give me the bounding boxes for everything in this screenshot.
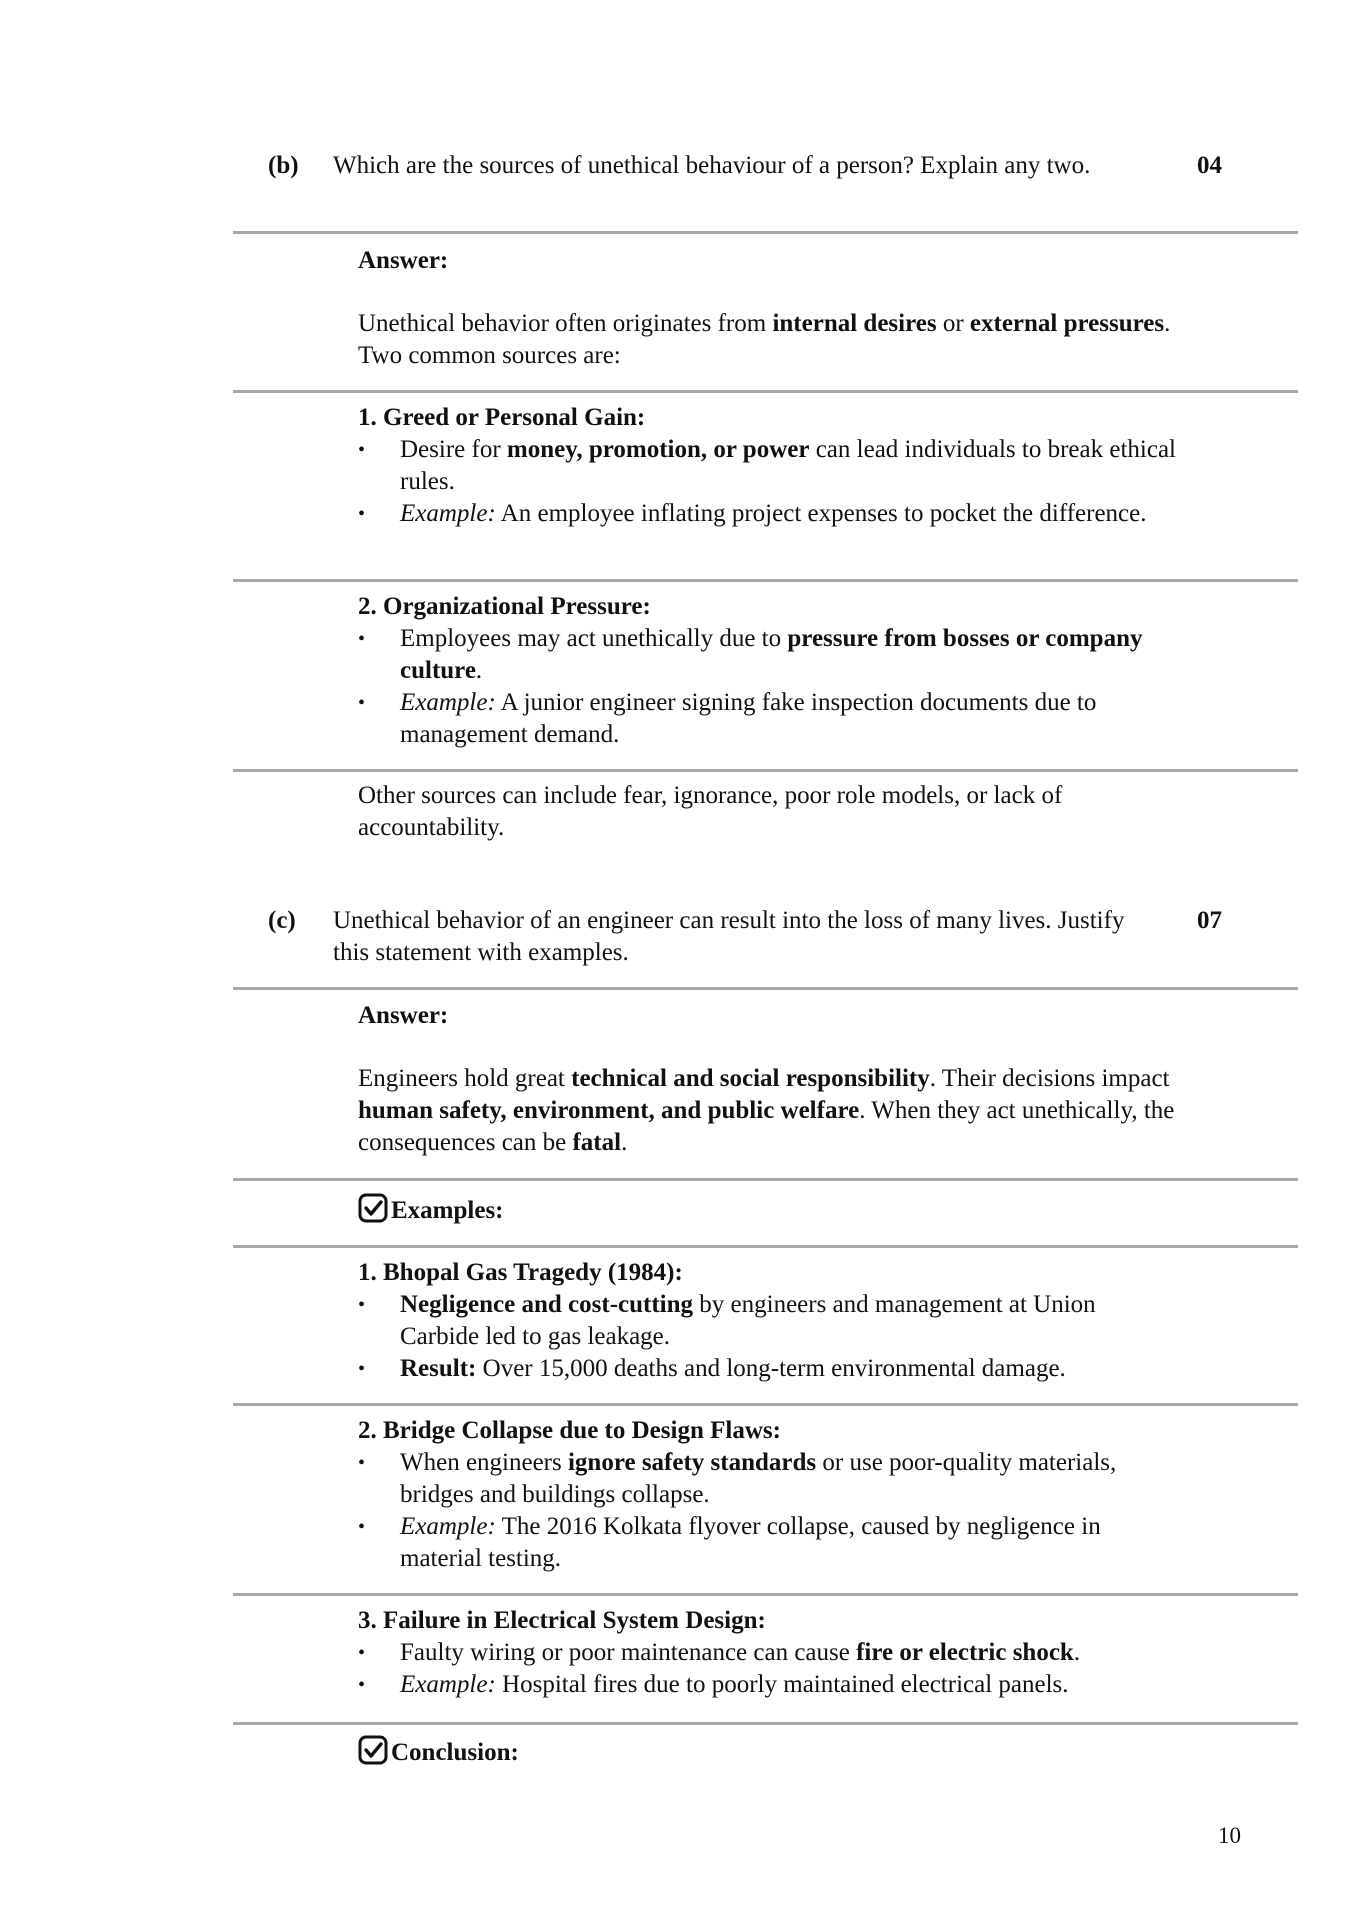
question-b-marks: 04 [1197,152,1222,179]
answer-c-block [358,1000,1178,1159]
checkbox-checked-icon [358,1193,388,1232]
section-title: 2. Bridge Collapse due to Design Flaws: [358,1417,781,1444]
question-c-text: Unethical behavior of an engineer can result into the loss of many lives. Justify this statement with examples. [333,907,1125,966]
answer-c-heading: Answer: [358,1002,449,1029]
divider [233,987,1298,990]
answer-c-intro: Engineers hold great technical and social responsibility. Their decisions impact human safety, environment, and public welfare. When they act unethically, the consequences can be fatal. [358,1065,1175,1156]
examples-heading: Examples: [391,1197,504,1224]
answer-c-section-3 [358,1605,1178,1701]
divider [233,769,1298,772]
answer-c-section-2 [358,1415,1178,1575]
question-c-marks: 07 [1197,907,1222,934]
divider [233,1245,1298,1248]
answer-b-closing: Other sources can include fear, ignorance, poor role models, or lack of accountability. [358,782,1063,841]
answer-b-section-2 [358,591,1178,751]
bullet-item: • When engineers ignore safety standards or use poor-quality materials, bridges and buildings collapse. [358,1447,1178,1511]
question-c-label: (c) [268,907,296,934]
question-b-text: Which are the sources of unethical behaviour of a person? Explain any two. [333,152,1091,179]
bullet-item: • Example: Hospital fires due to poorly maintained electrical panels. [358,1669,1178,1701]
bullet-list [358,1447,1178,1575]
bullet-list [358,623,1178,751]
section-title: 1. Greed or Personal Gain: [358,404,646,431]
bullet-list [358,1289,1178,1385]
divider [233,1593,1298,1596]
section-title: 1. Bhopal Gas Tragedy (1984): [358,1259,683,1286]
conclusion-heading-row [358,1735,1178,1774]
bullet-item: • Desire for money, promotion, or power can lead individuals to break ethical rules. [358,434,1178,498]
divider [233,390,1298,393]
bullet-item: • Result: Over 15,000 deaths and long-term environmental damage. [358,1353,1178,1385]
bullet-list [358,434,1178,530]
bullet-item: • Faulty wiring or poor maintenance can cause fire or electric shock. [358,1637,1178,1669]
answer-b-block [358,245,1178,372]
bullet-item: • Example: An employee inflating project expenses to pocket the difference. [358,498,1178,530]
divider [233,1722,1298,1725]
bullet-item: • Example: A junior engineer signing fake inspection documents due to management demand. [358,687,1178,751]
divider [233,579,1298,582]
bullet-item: • Employees may act unethically due to pressure from bosses or company culture. [358,623,1178,687]
section-title: 2. Organizational Pressure: [358,593,651,620]
divider [233,1403,1298,1406]
answer-b-intro: Unethical behavior often originates from internal desires or external pressures. Two common sources are: [358,310,1171,369]
checkbox-checked-icon [358,1735,388,1774]
bullet-list [358,1637,1178,1701]
page-number: 10 [1218,1823,1241,1848]
question-b-label: (b) [268,152,299,179]
bullet-item: • Example: The 2016 Kolkata flyover collapse, caused by negligence in material testing. [358,1511,1178,1575]
section-title: 3. Failure in Electrical System Design: [358,1607,766,1634]
conclusion-heading: Conclusion: [391,1739,519,1766]
divider [233,1178,1298,1181]
answer-c-section-1 [358,1257,1178,1385]
examples-heading-row [358,1193,1178,1232]
bullet-item: • Negligence and cost-cutting by engineers and management at Union Carbide led to gas leakage. [358,1289,1178,1353]
answer-b-heading: Answer: [358,247,449,274]
divider [233,231,1298,234]
answer-b-section-1 [358,402,1178,530]
